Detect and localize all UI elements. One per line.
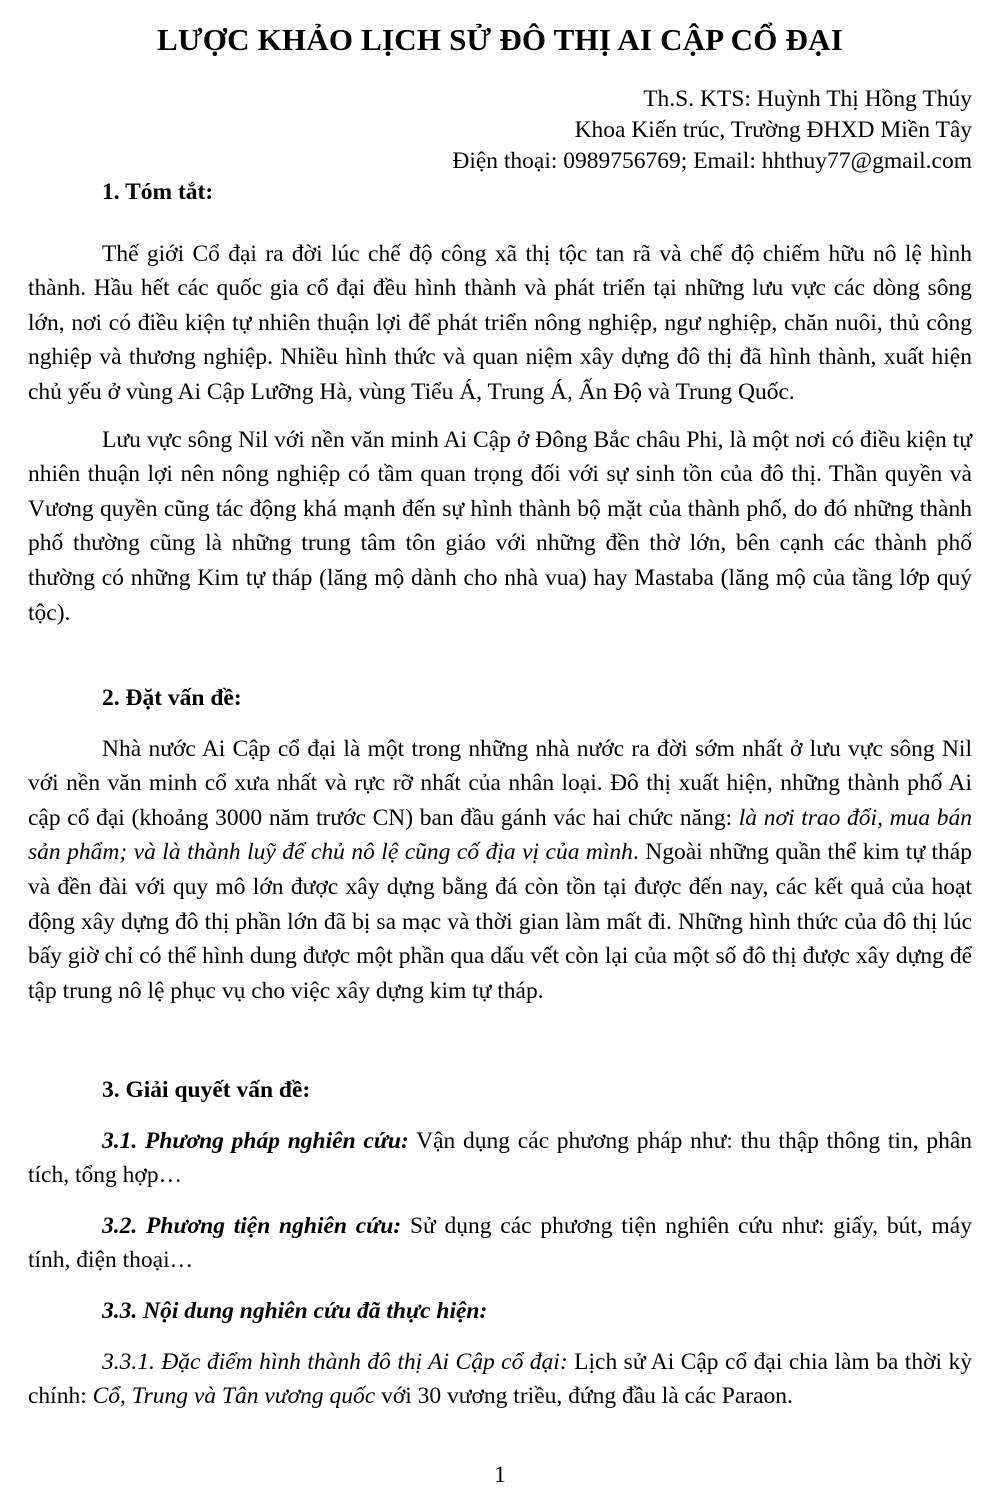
subsection-label: 3.3.1. Đặc điểm hình thành đô thị Ai Cập cổ đại: [102, 1348, 568, 1375]
paragraph-text: . Ngoài những quần thể kim tự tháp và đền đài với quy mô lớn được xây dựng bằng đá còn tồn tại được đến nay, các kết quả của hoạt động xây dựng đô thị phần lớn đã bị sa mạc và thời gian làm mất đi. Những hình thức của đô thị lúc bấy giờ chỉ có thể hình dung được một phần qua dấu vết còn lại của một số đô thị được xây dựng để tập trung nô lệ phục vụ cho việc xây dựng kim tự tháp. [28, 839, 972, 1004]
subsection-label: 3.3. Nội dung nghiên cứu đã thực hiện: [102, 1297, 488, 1324]
subsection-text: Sử dụng các phương tiện nghiên cứu như: giấy, bút, máy tính, điện thoại… [28, 1212, 972, 1274]
subsection-italic-text: Cổ, Trung và Tân vương quốc [92, 1383, 376, 1410]
paragraph-italic-text: là nơi trao đổi, mua bán sản phẩm; và là thành luỹ để chủ nô lệ cũng cố địa vị của mình [28, 804, 973, 866]
subsection-3-3-1 [28, 1345, 972, 1414]
author-block [452, 84, 972, 177]
subsection-text: Lịch sử Ai Cập cổ đại chia làm ba thời kỳ chính: [28, 1348, 972, 1410]
paragraph [28, 732, 972, 1009]
subsection-3-1 [28, 1124, 972, 1193]
subsection-label: 3.2. Phương tiện nghiên cứu: [102, 1212, 402, 1239]
section-heading: 2. Đặt vấn đề: [102, 685, 242, 711]
paragraph: Lưu vực sông Nil với nền văn minh Ai Cập ở Đông Bắc châu Phi, là một nơi có điều kiện tự nhiên thuận lợi nên nông nghiệp có tầm quan trọng đối với sự sinh tồn của đô thị. Thần quyền và Vương quyền cũng tác động khá mạnh đến sự hình thành bộ mặt của thành phố, do đó những thành phố thường cũng là những trung tâm tôn giáo với những đền thờ lớn, bên cạnh các thành phố thường có những Kim tự tháp (lăng mộ dành cho nhà vua) hay Mastaba (lăng mộ của tầng lớp quý tộc). [28, 426, 972, 626]
subsection-3-2 [28, 1209, 972, 1278]
page-number: 1 [494, 1462, 506, 1488]
subsection-3-3 [28, 1294, 972, 1329]
subsection-label: 3.1. Phương pháp nghiên cứu: [102, 1127, 409, 1154]
paragraph: Thế giới Cổ đại ra đời lúc chế độ công xã thị tộc tan rã và chế độ chiếm hữu nô lệ hình thành. Hầu hết các quốc gia cổ đại đều hình thành và phát triển tại những lưu vực các dòng sông lớn, nơi có điều kiện tự nhiên thuận lợi để phát triển nông nghiệp, ngư nghiệp, chăn nuôi, thủ công nghiệp và thương nghiệp. Nhiều hình thức và quan niệm xây dựng đô thị đã hình thành, xuất hiện chủ yếu ở vùng Ai Cập Lưỡng Hà, vùng Tiểu Á, Trung Á, Ấn Độ và Trung Quốc. [28, 240, 972, 405]
section-2 [28, 681, 972, 1008]
section-heading: 3. Giải quyết vấn đề: [102, 1077, 311, 1103]
author-affiliation: Khoa Kiến trúc, Trường ĐHXD Miền Tây [574, 117, 972, 143]
section-3 [28, 1073, 972, 1414]
subsection-text: với 30 vương triều, đứng đầu là các Paraon. [375, 1383, 793, 1410]
document-title: LƯỢC KHẢO LỊCH SỬ ĐÔ THỊ AI CẬP CỔ ĐẠI [157, 22, 843, 57]
section-1 [28, 175, 972, 630]
author-contact: Điện thoại: 0989756769; Email: hhthuy77@gmail.com [452, 148, 972, 174]
author-name: Th.S. KTS: Huỳnh Thị Hồng Thúy [643, 86, 972, 112]
paragraph-text: Nhà nước Ai Cập cổ đại là một trong những nhà nước ra đời sớm nhất ở lưu vực sông Nil với nền văn minh cổ xưa nhất và rực rỡ nhất của nhân loại. Đô thị xuất hiện, những thành phố Ai cập cổ đại (khoảng 3000 năm trước CN) ban đầu gánh vác hai chức năng: [28, 735, 972, 831]
subsection-text: Vận dụng các phương pháp như: thu thập thông tin, phân tích, tổng hợp… [28, 1127, 973, 1189]
section-heading: 1. Tóm tắt: [102, 179, 214, 205]
